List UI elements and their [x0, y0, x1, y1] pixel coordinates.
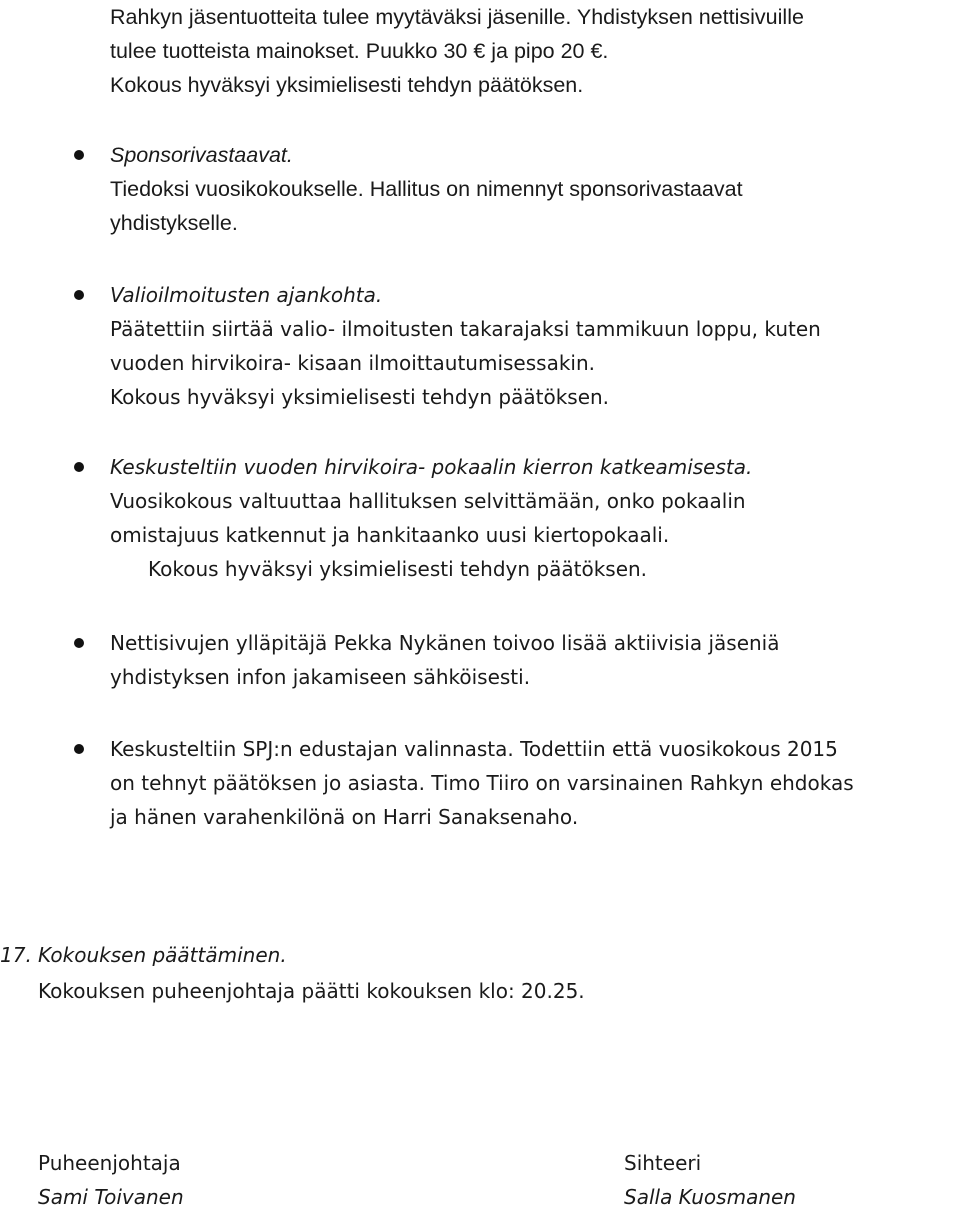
section-title: Kokouksen päättäminen.	[38, 943, 287, 967]
paragraph-line: Kokous hyväksyi yksimielisesti tehdyn päätöksen.	[110, 385, 610, 409]
bullet-icon	[74, 462, 84, 472]
paragraph-line: Rahkyn jäsentuotteita tulee myytäväksi jäsenille. Yhdistyksen nettisivuille	[110, 5, 804, 29]
paragraph-line: ja hänen varahenkilönä on Harri Sanaksenaho.	[110, 805, 579, 829]
secretary-role: Sihteeri	[624, 1151, 702, 1175]
paragraph-line: Kokous hyväksyi yksimielisesti tehdyn päätöksen.	[148, 557, 648, 581]
section-number: 17.	[0, 943, 32, 967]
pokaali-item	[110, 450, 955, 586]
item-heading: Valioilmoitusten ajankohta.	[110, 283, 383, 307]
item-heading: Sponsorivastaavat.	[110, 143, 293, 167]
paragraph-line: vuoden hirvikoira- kisaan ilmoittautumisessakin.	[110, 351, 595, 375]
paragraph-line: on tehnyt päätöksen jo asiasta. Timo Tiiro on varsinainen Rahkyn ehdokas	[110, 771, 854, 795]
section-text: Kokouksen puheenjohtaja päätti kokouksen klo: 20.25.	[38, 979, 585, 1003]
paragraph-line: yhdistykselle.	[110, 211, 238, 235]
merchandise-paragraph	[110, 0, 955, 102]
paragraph-line: Päätettiin siirtää valio- ilmoitusten takarajaksi tammikuun loppu, kuten	[110, 317, 821, 341]
website-item	[110, 626, 955, 694]
paragraph-line: yhdistyksen infon jakamiseen sähköisesti.	[110, 665, 531, 689]
chair-role: Puheenjohtaja	[38, 1151, 181, 1175]
paragraph-line: Vuosikokous valtuuttaa hallituksen selvittämään, onko pokaalin	[110, 489, 746, 513]
bullet-icon	[74, 744, 84, 754]
valio-item	[110, 278, 955, 414]
item-heading: Keskusteltiin vuoden hirvikoira- pokaalin kierron katkeamisesta.	[110, 455, 753, 479]
bullet-icon	[74, 150, 84, 160]
paragraph-line: tulee tuotteista mainokset. Puukko 30 € ja pipo 20 €.	[110, 39, 609, 63]
paragraph-line: Kokous hyväksyi yksimielisesti tehdyn päätöksen.	[110, 73, 584, 97]
sponsors-item	[110, 138, 955, 240]
paragraph-line: Keskusteltiin SPJ:n edustajan valinnasta. Todettiin että vuosikokous 2015	[110, 737, 838, 761]
paragraph-line: omistajuus katkennut ja hankitaanko uusi kiertopokaali.	[110, 523, 670, 547]
bullet-icon	[74, 638, 84, 648]
chair-name: Sami Toivanen	[38, 1185, 184, 1209]
bullet-icon	[74, 290, 84, 300]
paragraph-line: Tiedoksi vuosikokoukselle. Hallitus on nimennyt sponsorivastaavat	[110, 177, 743, 201]
secretary-name: Salla Kuosmanen	[624, 1185, 796, 1209]
paragraph-line: Nettisivujen ylläpitäjä Pekka Nykänen toivoo lisää aktiivisia jäseniä	[110, 631, 780, 655]
spj-item	[110, 732, 955, 834]
